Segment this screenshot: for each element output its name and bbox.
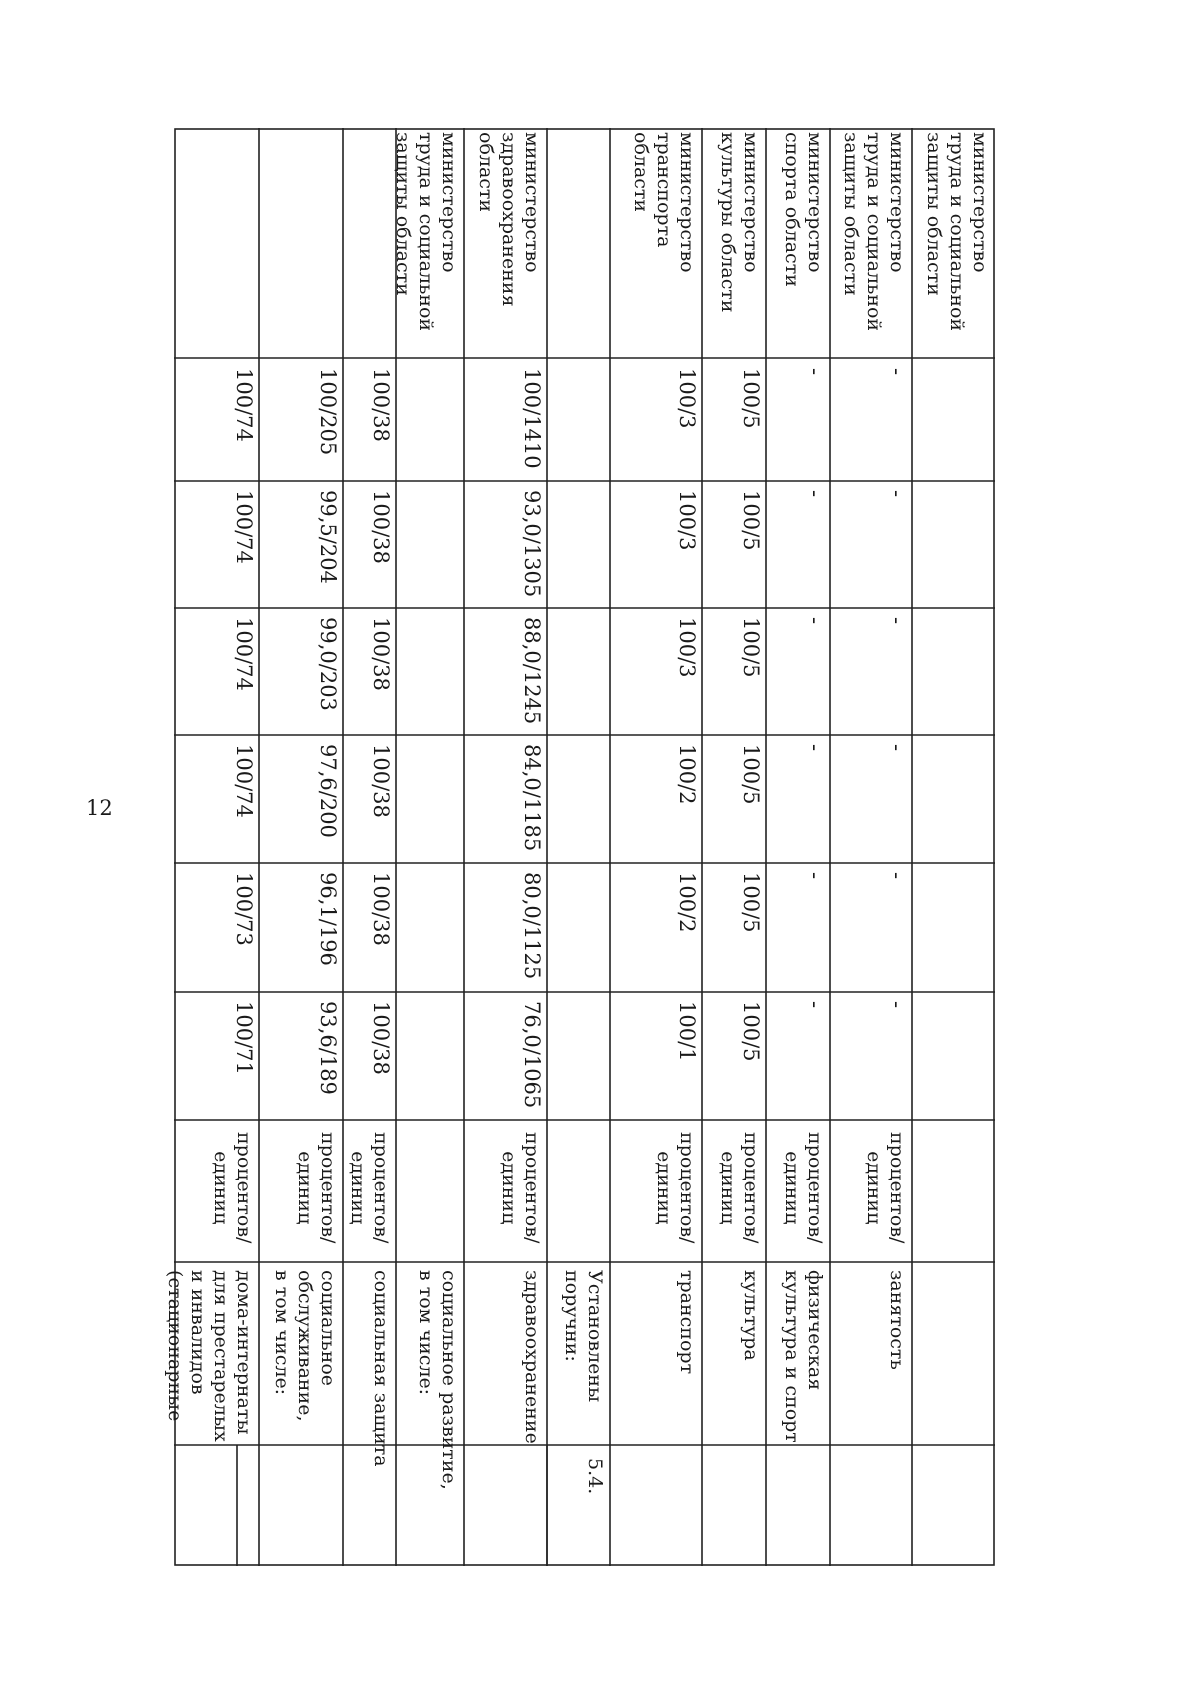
table-cell-text: 100/74 — [232, 617, 256, 691]
table-cell-text: процентов/ единиц — [294, 1132, 339, 1244]
table-cell-text: культура — [740, 1270, 762, 1361]
table-cell-text: 5.4. — [584, 1458, 606, 1495]
table-cell-text: Установлены поручни: — [561, 1270, 606, 1403]
table-cell-text: 100/38 — [369, 490, 393, 564]
table-cell-text: - — [803, 872, 827, 880]
table-cell-text: 100/38 — [369, 1001, 393, 1075]
table-cell-text: - — [803, 1001, 827, 1009]
table-cell-text: транспорт — [676, 1270, 698, 1375]
table-cell-text: 100/74 — [232, 744, 256, 818]
indicator-table — [164, 128, 995, 1566]
table-cell-text: министерство труда и социальной защиты области — [392, 132, 460, 332]
table-cell-text: 100/38 — [369, 368, 393, 442]
table-cell-text: физическая культура и спорт — [781, 1270, 826, 1443]
table-cell-text: 100/5 — [739, 617, 763, 678]
table-cell-text: 100/5 — [739, 872, 763, 933]
table-cell-text: процентов/ единиц — [210, 1132, 255, 1244]
table-cell-text: министерство здравоохранения области — [475, 132, 543, 307]
table-cell-text: - — [803, 744, 827, 752]
table-cell-text: дома-интернаты для престарелых и инвалидов (стационарные — [164, 1270, 255, 1442]
table-cell-text: занятость — [886, 1270, 908, 1370]
table-cell-text: министерство труда и социальной защиты области — [840, 132, 908, 332]
table-cell-text: социальное обслуживание, в том числе: — [271, 1270, 339, 1422]
table-cell-text: министерство культуры области — [717, 132, 762, 313]
table-cell-text: процентов/ единиц — [347, 1132, 392, 1244]
table-cell-text: 100/5 — [739, 744, 763, 805]
table-cell-text: 100/3 — [675, 617, 699, 678]
table-cell-text: 100/38 — [369, 617, 393, 691]
table-cell-text: 100/5 — [739, 368, 763, 429]
table-cell-text: 84,0/1185 — [520, 744, 544, 852]
table-cell-text: 100/73 — [232, 872, 256, 946]
table-cell-text: 100/205 — [316, 368, 340, 456]
table-cell-text: - — [885, 490, 909, 498]
table-cell-text: 100/1 — [675, 1001, 699, 1062]
table-cell-text: 100/74 — [232, 368, 256, 442]
table-cell-text: 100/2 — [675, 872, 699, 933]
table-cell-text: процентов/ единиц — [863, 1132, 908, 1244]
table-cell-text: 88,0/1245 — [520, 617, 544, 725]
table-cell-text: 93,6/189 — [316, 1001, 340, 1095]
table-cell-text: социальное развитие, в том числе: — [415, 1270, 460, 1490]
table-cell-text: - — [803, 490, 827, 498]
table-cell-text: 100/3 — [675, 490, 699, 551]
table-cells — [164, 128, 995, 1566]
table-cell-text: 80,0/1125 — [520, 872, 544, 980]
table-cell-text: - — [803, 368, 827, 376]
table-cell-text: - — [885, 1001, 909, 1009]
table-cell-text: 100/38 — [369, 744, 393, 818]
table-cell-text: 100/3 — [675, 368, 699, 429]
table-cell-text: процентов/ единиц — [781, 1132, 826, 1244]
table-cell-text: социальная защита — [370, 1270, 392, 1467]
table-cell-text: министерство транспорта области — [630, 132, 698, 273]
table-cell-text: 99,0/203 — [316, 617, 340, 711]
table-cell-text: здравоохранение — [521, 1270, 543, 1444]
table-cell-text: - — [885, 744, 909, 752]
table-cell-text: 100/5 — [739, 490, 763, 551]
table-cell-text: 99,5/204 — [316, 490, 340, 584]
table-cell-text: - — [885, 872, 909, 880]
table-cell-text: 100/2 — [675, 744, 699, 805]
table-cell-text: - — [885, 368, 909, 376]
table-cell-text: - — [803, 617, 827, 625]
table-cell-text: министерство спорта области — [781, 132, 826, 287]
table-cell-text: процентов/ единиц — [498, 1132, 543, 1244]
table-cell-text: - — [885, 617, 909, 625]
table-cell-text: 93,0/1305 — [520, 490, 544, 598]
table-cell-text: 100/5 — [739, 1001, 763, 1062]
table-cell-text: 76,0/1065 — [520, 1001, 544, 1109]
table-cell-text: процентов/ единиц — [653, 1132, 698, 1244]
table-cell-text: 100/38 — [369, 872, 393, 946]
page-number: 12 — [86, 796, 113, 820]
table-cell-text: 100/71 — [232, 1001, 256, 1075]
table-cell-text: 96,1/196 — [316, 872, 340, 966]
table-cell-text: 100/74 — [232, 490, 256, 564]
table-cell-text: процентов/ единиц — [717, 1132, 762, 1244]
table-cell-text: 100/1410 — [520, 368, 544, 469]
table-cell-text: министерство труда и социальной защиты области — [923, 132, 991, 332]
table-cell-text: 97,6/200 — [316, 744, 340, 838]
